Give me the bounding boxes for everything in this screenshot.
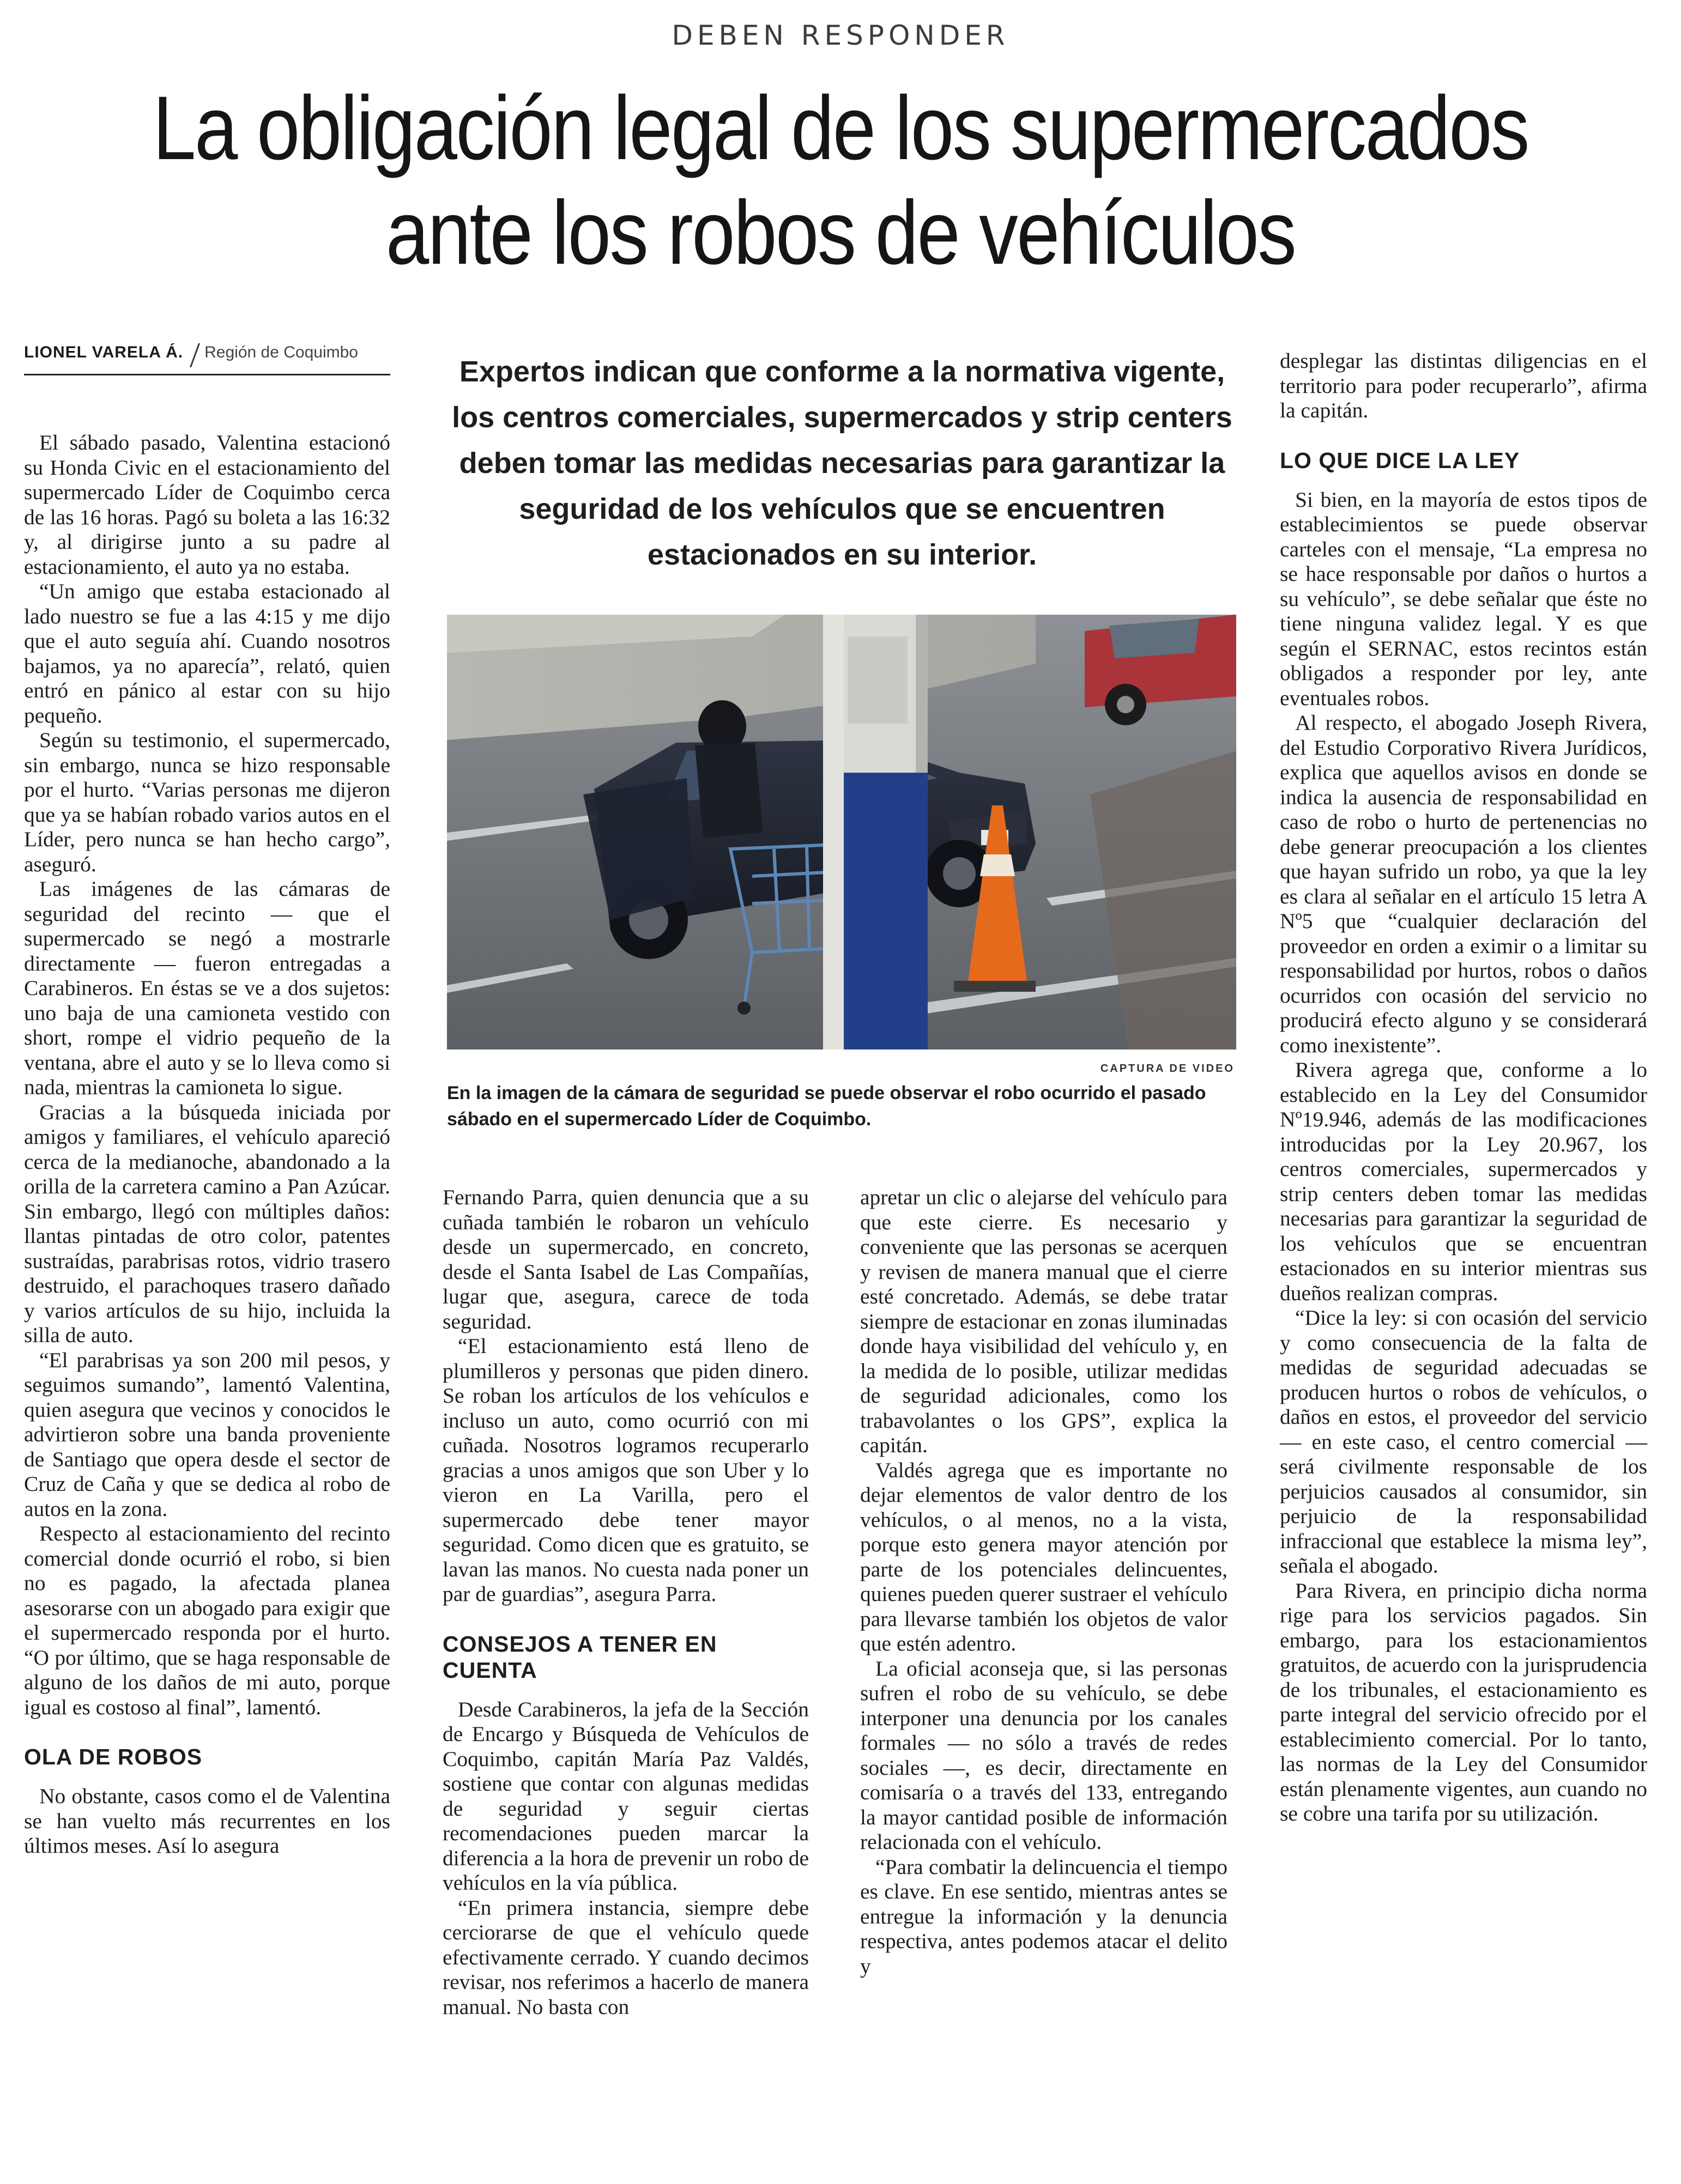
paragraph: apretar un clic o alejarse del vehículo para que este cierre. Es necesario y conveniente que las personas se acerquen y revisen de manera manual que el cierre esté concretado. Además, se debe tratar siempre de estacionar en zonas iluminadas donde haya visibilidad del vehículo y, en la medida de lo posible, utilizar medidas de seguridad adicionales, como los trabavolantes o los GPS”, explica la capitán. [860,1185,1228,1457]
paragraph: “El parabrisas ya son 200 mil pesos, y seguimos sumando”, lamentó Valentina, quien asegura que vecinos y conocidos le advirtieron sobre una banda proveniente de Santiago que opera desde el sector de Cruz de Caña y que se dedica al robo de autos en la zona. [24,1348,390,1521]
article-column-1 [24,430,390,1859]
paragraph: “En primera instancia, siempre debe cerciorarse de que el vehículo quede efectivamente cerrado. Y cuando decimos revisar, nos referimos a hacerlo de manera manual. No basta con [443,1895,809,2019]
article-column-2 [443,1185,809,2019]
headline-line-2: ante los robos de vehículos [385,183,1296,283]
paragraph: “Para combatir la delincuencia el tiempo es clave. En ese sentido, mientras antes se entregue la información y la denuncia respectiva, antes podemos atacar el delito y [860,1854,1228,1978]
paragraph: Valdés agrega que es importante no dejar elementos de valor dentro de los vehículos, o al menos, no a la vista, porque esto genera mayor atención por parte de los potenciales delincuentes, quienes pueden querer sustraer el vehículo para llevarse también los objetos de valor que estén adentro. [860,1458,1228,1655]
paragraph: Si bien, en la mayoría de estos tipos de establecimientos se puede observar carteles con el mensaje, “La empresa no se hace responsable por daños o hurtos a su vehículo”, se debe señalar que éste no tiene ninguna validez legal. Y es que según el SERNAC, estos recintos están obligados a responder por ley, ante eventuales robos. [1280,487,1647,710]
cart-wheel [737,1002,751,1015]
subheading-lo-que-dice-la-ley: LO QUE DICE LA LEY [1280,447,1520,473]
security-camera-photo [447,615,1236,1049]
paragraph: Rivera agrega que, conforme a lo establecido en la Ley del Consumidor Nº19.946, además de las modificaciones introducidas por la Ley 20.967, los centros comerciales, supermercados y strip centers deben tomar las medidas necesarias para garantizar la seguridad de los vehículos que se encuentran estacionados en su interior mientras sus dueños realizan compras. [1280,1058,1647,1305]
parking-pillar [839,615,928,1049]
headline-line-1: La obligación legal de los supermercados [153,78,1528,179]
paragraph: El sábado pasado, Valentina estacionó su Honda Civic en el estacionamiento del supermercado Líder de Coquimbo cerca de las 16 horas. Pagó su boleta a las 16:32 y, al dirigirse junto a su padre al estacionamiento, el auto ya no estaba. [24,430,390,579]
paragraph: “Dice la ley: si con ocasión del servicio y como consecuencia de la falta de medidas de seguridad adecuadas se producen hurtos o robos de vehículos, o daños en estos, el proveedor del servicio — en este caso, el centro comercial — será civilmente responsable de los perjuicios causados al consumidor, sin perjuicio de la responsabilidad infraccional que establece la misma ley”, señala el abogado. [1280,1306,1647,1578]
byline-region: Región de Coquimbo [204,343,358,362]
paragraph: La oficial aconseja que, si las personas sufren el robo de su vehículo, se debe interponer una denuncia por los canales formales — no sólo a través de redes sociales —, es decir, directamente en comisaría o a través del 133, entregando la mayor cantidad posible de información relacionada con el vehículo. [860,1656,1228,1854]
paragraph: Al respecto, el abogado Joseph Rivera, del Estudio Corporativo Rivera Jurídicos, explica que aquellos avisos en donde se indica la ausencia de responsabilidad en caso de robo o hurto de pertenencias no debe generar preocupación a los clientes que hayan sufrido un robo, ya que la ley es clara al señalar en el artículo 15 letra A Nº5 que “cualquier declaración del proveedor en orden a eximir o a limitar su responsabilidad por hurtos, robos o daños ocurridos con ocasión del servicio no producirá efecto alguno y se considerará como inexistente”. [1280,711,1647,1057]
photo-caption: En la imagen de la cámara de seguridad se puede observar el robo ocurrido el pasado sábado en el supermercado Líder de Coquimbo. [447,1083,1206,1130]
article-column-3 [860,1185,1228,1979]
paragraph: desplegar las distintas diligencias en el territorio para poder recuperarlo”, afirma la capitán. [1280,349,1647,422]
paragraph: Desde Carabineros, la jefa de la Sección de Encargo y Búsqueda de Vehículos de Coquimbo, capitán María Paz Valdés, sostiene que contar con algunas medidas de seguridad y seguir ciertas recomendaciones pueden marcar la diferencia a la hora de prevenir un robo de vehículos en la vía pública. [443,1697,809,1895]
byline-divider [190,343,200,367]
deck-summary: Expertos indican que conforme a la normativa vigente, los centros comerciales, supermercados y strip centers deben tomar las medidas necesarias para garantizar la seguridad de los vehículos que se encuentren estacionados en su interior. [452,355,1232,571]
byline-author: LIONEL VARELA Á. [24,343,184,362]
paragraph: No obstante, casos como el de Valentina se han vuelto más recurrentes en los últimos meses. Así lo asegura [24,1784,390,1858]
light-pole [823,615,844,1049]
subheading-ola-de-robos: OLA DE ROBOS [24,1744,203,1769]
byline [24,343,390,375]
headline [146,76,1535,286]
paragraph: Gracias a la búsqueda iniciada por amigos y familiares, el vehículo apareció cerca de la medianoche, abandonado a la orilla de la carretera camino a Pan Azúcar. Sin embargo, llegó con múltiples daños: llantas pintadas de otro color, patentes sustraídas, parabrisas rotos, vidrio trasero destruido, el parachoques trasero dañado y varios artículos de su hijo, incluida la silla de auto. [24,1100,390,1347]
section-kicker: DEBEN RESPONDER [672,20,1009,51]
paragraph: “El estacionamiento está lleno de plumilleros y personas que piden dinero. Se roban los artículos de los vehículos e incluso un auto, como ocurrió con mi cuñada. Nosotros logramos recuperarlo gracias a unos amigos que son Uber y lo vieron en La Varilla, pero el supermercado debe tener mayor seguridad. Como dicen que es gratuito, se lavan las manos. No cuesta nada poner un par de guardias”, asegura Parra. [443,1334,809,1606]
paragraph: Para Rivera, en principio dicha norma rige para los servicios pagados. Sin embargo, para los estacionamientos gratuitos, de acuerdo con la jurisprudencia de los tribunales, el estacionamiento es parte integral del servicio ofrecido por el establecimiento comercial. Por lo tanto, las normas de la Ley del Consumidor están plenamente vigentes, aun cuando no se cobre una tarifa por su utilización. [1280,1578,1647,1825]
paragraph: Fernando Parra, quien denuncia que a su cuñada también le robaron un vehículo desde un supermercado, en concreto, desde el Santa Isabel de Las Compañías, lugar que, asegura, carece de toda seguridad. [443,1185,809,1333]
photo-credit: CAPTURA DE VIDEO [1100,1063,1235,1075]
article-column-4 [1280,349,1647,1827]
paragraph: Según su testimonio, el supermercado, sin embargo, nunca se hizo responsable por el hurto. “Varias personas me dijeron que ya se habían robado varios autos en el Líder, pero nunca se han hecho cargo”, aseguró. [24,728,390,876]
paragraph: “Un amigo que estaba estacionado al lado nuestro se fue a las 4:15 y me dijo que el auto seguía ahí. Cuando nosotros bajamos, ya no aparecía”, relató, quien entró en pánico al estar con su hijo pequeño. [24,579,390,727]
paragraph: Las imágenes de las cámaras de seguridad del recinto — que el supermercado se negó a mostrarle directamente — fueron entregadas a Carabineros. En éstas se ve a dos sujetos: uno baja de una camioneta vestido con short, rompe el vidrio pequeño de la ventana, abre el auto y se lo lleva como si nada, mientras la camioneta lo sigue. [24,877,390,1099]
subheading-consejos: CONSEJOS A TENER EN CUENTA [443,1631,717,1683]
paragraph: Respecto al estacionamiento del recinto comercial donde ocurrió el robo, si bien no es pagado, la afectada planea asesorarse con un abogado para exigir que el supermercado responda por el hurto. “O por último, que se haga responsable de alguno de los daños de mi auto, porque igual es costoso al final”, lamentó. [24,1521,390,1719]
